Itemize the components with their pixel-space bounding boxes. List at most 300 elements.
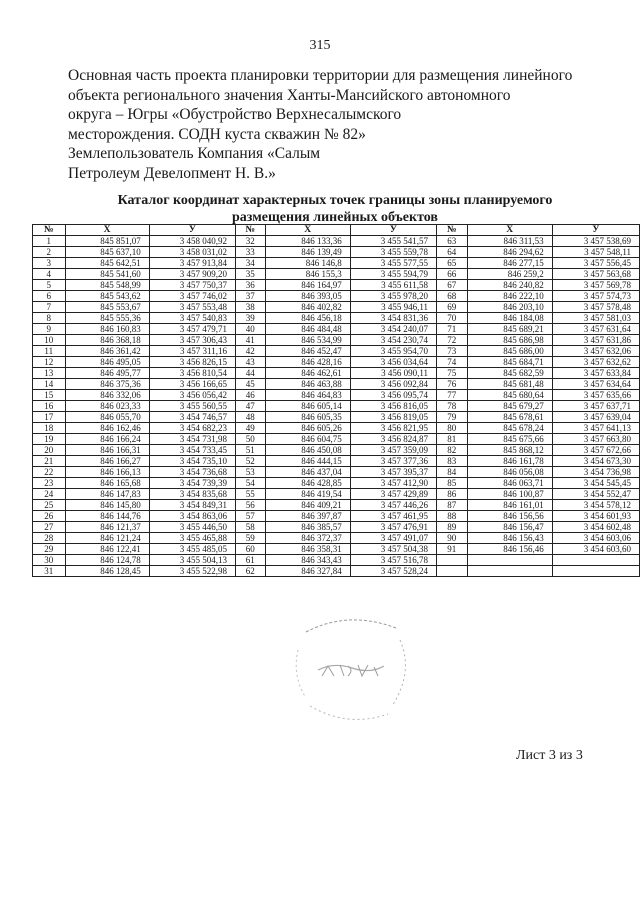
- y-coordinate-cell: 3 457 395,37: [350, 467, 436, 478]
- x-coordinate-cell: 845 868,12: [467, 445, 552, 456]
- point-number-cell: 56: [235, 500, 265, 511]
- point-number-cell: 19: [33, 434, 66, 445]
- y-coordinate-cell: 3 454 849,31: [149, 500, 235, 511]
- x-coordinate-cell: 846 161,01: [467, 500, 552, 511]
- x-coordinate-cell: 845 689,21: [467, 324, 552, 335]
- x-coordinate-cell: 846 147,83: [65, 489, 149, 500]
- point-number-cell: 13: [33, 368, 66, 379]
- point-number-cell: 28: [33, 533, 66, 544]
- x-coordinate-cell: 845 642,51: [65, 258, 149, 269]
- x-coordinate-cell: 846 464,83: [265, 390, 350, 401]
- seal-stamp: [288, 610, 418, 730]
- y-coordinate-cell: 3 457 377,36: [350, 456, 436, 467]
- point-number-cell: 55: [235, 489, 265, 500]
- point-number-cell: 2: [33, 247, 66, 258]
- x-coordinate-cell: 846 259,2: [467, 269, 552, 280]
- x-coordinate-cell: 846 393,05: [265, 291, 350, 302]
- x-coordinate-cell: 846 156,47: [467, 522, 552, 533]
- x-coordinate-cell: 846 156,56: [467, 511, 552, 522]
- point-number-cell: 10: [33, 335, 66, 346]
- table-row: [33, 313, 640, 324]
- x-coordinate-cell: 846 495,77: [65, 368, 149, 379]
- point-number-cell: 86: [436, 489, 467, 500]
- y-coordinate-cell: 3 454 603,06: [552, 533, 639, 544]
- x-coordinate-cell: 846 166,27: [65, 456, 149, 467]
- x-coordinate-cell: 846 361,42: [65, 346, 149, 357]
- table-row: [33, 269, 640, 280]
- x-coordinate-cell: 846 166,31: [65, 445, 149, 456]
- y-coordinate-cell: 3 454 240,07: [350, 324, 436, 335]
- column-header: X: [265, 225, 350, 236]
- column-header: №: [33, 225, 66, 236]
- table-row: [33, 434, 640, 445]
- x-coordinate-cell: 846 063,71: [467, 478, 552, 489]
- point-number-cell: 91: [436, 544, 467, 555]
- y-coordinate-cell: 3 457 311,16: [149, 346, 235, 357]
- y-coordinate-cell: [552, 555, 639, 566]
- point-number-cell: 16: [33, 401, 66, 412]
- y-coordinate-cell: 3 457 556,45: [552, 258, 639, 269]
- y-coordinate-cell: 3 454 602,48: [552, 522, 639, 533]
- point-number-cell: 57: [235, 511, 265, 522]
- y-coordinate-cell: 3 455 611,58: [350, 280, 436, 291]
- point-number-cell: 15: [33, 390, 66, 401]
- point-number-cell: 69: [436, 302, 467, 313]
- x-coordinate-cell: 846 450,08: [265, 445, 350, 456]
- x-coordinate-cell: 846 222,10: [467, 291, 552, 302]
- page-number: 315: [309, 38, 331, 53]
- column-header: №: [235, 225, 265, 236]
- y-coordinate-cell: 3 454 735,10: [149, 456, 235, 467]
- point-number-cell: 78: [436, 401, 467, 412]
- column-header: У: [552, 225, 639, 236]
- x-coordinate-cell: 845 678,24: [467, 423, 552, 434]
- table-row: [33, 489, 640, 500]
- table-row: [33, 511, 640, 522]
- x-coordinate-cell: 846 368,18: [65, 335, 149, 346]
- point-number-cell: 83: [436, 456, 467, 467]
- x-coordinate-cell: 845 851,07: [65, 236, 149, 247]
- table-row: [33, 544, 640, 555]
- y-coordinate-cell: 3 457 563,68: [552, 269, 639, 280]
- x-coordinate-cell: 845 541,60: [65, 269, 149, 280]
- point-number-cell: 72: [436, 335, 467, 346]
- y-coordinate-cell: 3 455 978,20: [350, 291, 436, 302]
- y-coordinate-cell: 3 457 553,48: [149, 302, 235, 313]
- y-coordinate-cell: 3 457 578,48: [552, 302, 639, 313]
- y-coordinate-cell: 3 457 909,20: [149, 269, 235, 280]
- x-coordinate-cell: 846 402,82: [265, 302, 350, 313]
- table-row: [33, 335, 640, 346]
- point-number-cell: 49: [235, 423, 265, 434]
- y-coordinate-cell: 3 454 736,98: [552, 467, 639, 478]
- y-coordinate-cell: 3 456 821,95: [350, 423, 436, 434]
- y-coordinate-cell: 3 455 577,55: [350, 258, 436, 269]
- x-coordinate-cell: 846 121,24: [65, 533, 149, 544]
- point-number-cell: 33: [235, 247, 265, 258]
- point-number-cell: 87: [436, 500, 467, 511]
- y-coordinate-cell: 3 455 946,11: [350, 302, 436, 313]
- y-coordinate-cell: 3 457 663,80: [552, 434, 639, 445]
- x-coordinate-cell: 846 184,08: [467, 313, 552, 324]
- x-coordinate-cell: 845 637,10: [65, 247, 149, 258]
- x-coordinate-cell: 845 680,64: [467, 390, 552, 401]
- x-coordinate-cell: 846 133,36: [265, 236, 350, 247]
- y-coordinate-cell: 3 454 603,60: [552, 544, 639, 555]
- point-number-cell: 54: [235, 478, 265, 489]
- header-line: объекта регионального значения Ханты-Мансийского автономного: [68, 86, 511, 104]
- point-number-cell: 44: [235, 368, 265, 379]
- y-coordinate-cell: 3 455 594,79: [350, 269, 436, 280]
- x-coordinate-cell: 846 419,54: [265, 489, 350, 500]
- point-number-cell: 3: [33, 258, 66, 269]
- y-coordinate-cell: 3 454 552,47: [552, 489, 639, 500]
- x-coordinate-cell: 846 343,43: [265, 555, 350, 566]
- point-number-cell: 46: [235, 390, 265, 401]
- point-number-cell: 7: [33, 302, 66, 313]
- point-number-cell: 90: [436, 533, 467, 544]
- x-coordinate-cell: 846 397,87: [265, 511, 350, 522]
- table-row: [33, 566, 640, 577]
- point-number-cell: 62: [235, 566, 265, 577]
- y-coordinate-cell: 3 455 504,13: [149, 555, 235, 566]
- point-number-cell: 60: [235, 544, 265, 555]
- point-number-cell: 25: [33, 500, 66, 511]
- point-number-cell: 79: [436, 412, 467, 423]
- y-coordinate-cell: 3 457 359,09: [350, 445, 436, 456]
- y-coordinate-cell: 3 456 056,42: [149, 390, 235, 401]
- point-number-cell: 88: [436, 511, 467, 522]
- point-number-cell: 6: [33, 291, 66, 302]
- point-number-cell: 5: [33, 280, 66, 291]
- point-number-cell: 50: [235, 434, 265, 445]
- point-number-cell: 51: [235, 445, 265, 456]
- y-coordinate-cell: 3 455 522,98: [149, 566, 235, 577]
- x-coordinate-cell: 846 605,14: [265, 401, 350, 412]
- x-coordinate-cell: [467, 566, 552, 577]
- y-coordinate-cell: 3 457 548,11: [552, 247, 639, 258]
- y-coordinate-cell: 3 454 682,23: [149, 423, 235, 434]
- catalog-title: [40, 192, 630, 226]
- x-coordinate-cell: 846 495,05: [65, 357, 149, 368]
- y-coordinate-cell: 3 454 831,36: [350, 313, 436, 324]
- x-coordinate-cell: 846 055,70: [65, 412, 149, 423]
- x-coordinate-cell: 846 056,08: [467, 467, 552, 478]
- x-coordinate-cell: 846 156,46: [467, 544, 552, 555]
- y-coordinate-cell: 3 457 632,06: [552, 346, 639, 357]
- point-number-cell: 45: [235, 379, 265, 390]
- point-number-cell: 26: [33, 511, 66, 522]
- table-row: [33, 379, 640, 390]
- sheet-label: Лист 3 из 3: [516, 748, 583, 763]
- y-coordinate-cell: 3 456 090,11: [350, 368, 436, 379]
- x-coordinate-cell: 846 277,15: [467, 258, 552, 269]
- point-number-cell: 41: [235, 335, 265, 346]
- x-coordinate-cell: 846 023,33: [65, 401, 149, 412]
- table-row: [33, 368, 640, 379]
- x-coordinate-cell: 845 555,36: [65, 313, 149, 324]
- point-number-cell: 29: [33, 544, 66, 555]
- y-coordinate-cell: 3 457 637,71: [552, 401, 639, 412]
- y-coordinate-cell: 3 454 578,12: [552, 500, 639, 511]
- x-coordinate-cell: 846 124,78: [65, 555, 149, 566]
- y-coordinate-cell: 3 457 429,89: [350, 489, 436, 500]
- y-coordinate-cell: 3 456 816,05: [350, 401, 436, 412]
- point-number-cell: 20: [33, 445, 66, 456]
- point-number-cell: 85: [436, 478, 467, 489]
- point-number-cell: 21: [33, 456, 66, 467]
- table-header-row: [33, 225, 640, 236]
- y-coordinate-cell: 3 457 632,62: [552, 357, 639, 368]
- y-coordinate-cell: 3 457 306,43: [149, 335, 235, 346]
- point-number-cell: 27: [33, 522, 66, 533]
- point-number-cell: [436, 566, 467, 577]
- column-header: №: [436, 225, 467, 236]
- y-coordinate-cell: 3 457 476,91: [350, 522, 436, 533]
- point-number-cell: 70: [436, 313, 467, 324]
- point-number-cell: 24: [33, 489, 66, 500]
- point-number-cell: 12: [33, 357, 66, 368]
- table-row: [33, 456, 640, 467]
- x-coordinate-cell: 845 675,66: [467, 434, 552, 445]
- y-coordinate-cell: 3 456 810,54: [149, 368, 235, 379]
- point-number-cell: 71: [436, 324, 467, 335]
- y-coordinate-cell: 3 457 634,64: [552, 379, 639, 390]
- point-number-cell: 68: [436, 291, 467, 302]
- y-coordinate-cell: 3 454 736,68: [149, 467, 235, 478]
- x-coordinate-cell: 846 146,8: [265, 258, 350, 269]
- point-number-cell: 22: [33, 467, 66, 478]
- catalog-title-line: Каталог координат характерных точек границы зоны планируемого: [117, 193, 553, 208]
- table-row: [33, 445, 640, 456]
- y-coordinate-cell: 3 457 538,69: [552, 236, 639, 247]
- x-coordinate-cell: 846 166,13: [65, 467, 149, 478]
- header-line: Петролеум Девелопмент Н. В.»: [68, 164, 276, 182]
- y-coordinate-cell: 3 454 230,74: [350, 335, 436, 346]
- x-coordinate-cell: [467, 555, 552, 566]
- y-coordinate-cell: 3 457 491,07: [350, 533, 436, 544]
- column-header: X: [467, 225, 552, 236]
- table-row: [33, 533, 640, 544]
- table-row: [33, 247, 640, 258]
- point-number-cell: 84: [436, 467, 467, 478]
- point-number-cell: 9: [33, 324, 66, 335]
- x-coordinate-cell: 846 145,80: [65, 500, 149, 511]
- y-coordinate-cell: 3 454 601,93: [552, 511, 639, 522]
- x-coordinate-cell: 846 160,83: [65, 324, 149, 335]
- point-number-cell: 38: [235, 302, 265, 313]
- y-coordinate-cell: 3 457 631,86: [552, 335, 639, 346]
- y-coordinate-cell: 3 456 166,65: [149, 379, 235, 390]
- point-number-cell: 39: [235, 313, 265, 324]
- x-coordinate-cell: 846 534,99: [265, 335, 350, 346]
- x-coordinate-cell: 846 375,36: [65, 379, 149, 390]
- x-coordinate-cell: 845 679,27: [467, 401, 552, 412]
- x-coordinate-cell: 846 604,75: [265, 434, 350, 445]
- header-line: округа – Югры «Обустройство Верхнесалымского: [68, 106, 402, 123]
- y-coordinate-cell: 3 457 633,84: [552, 368, 639, 379]
- point-number-cell: 74: [436, 357, 467, 368]
- y-coordinate-cell: 3 455 485,05: [149, 544, 235, 555]
- table-row: [33, 467, 640, 478]
- x-coordinate-cell: 846 332,06: [65, 390, 149, 401]
- point-number-cell: 18: [33, 423, 66, 434]
- header-line: Землепользователь Компания «Салым: [68, 145, 321, 162]
- x-coordinate-cell: 846 463,88: [265, 379, 350, 390]
- x-coordinate-cell: 846 128,45: [65, 566, 149, 577]
- column-header: У: [149, 225, 235, 236]
- point-number-cell: 63: [436, 236, 467, 247]
- point-number-cell: 59: [235, 533, 265, 544]
- point-number-cell: 73: [436, 346, 467, 357]
- x-coordinate-cell: 846 372,37: [265, 533, 350, 544]
- y-coordinate-cell: 3 456 034,64: [350, 357, 436, 368]
- table-row: [33, 357, 640, 368]
- point-number-cell: 76: [436, 379, 467, 390]
- y-coordinate-cell: 3 457 672,66: [552, 445, 639, 456]
- x-coordinate-cell: 846 164,97: [265, 280, 350, 291]
- header-line: Основная часть проекта планировки территории для размещения линейного: [68, 67, 573, 84]
- table-row: [33, 291, 640, 302]
- x-coordinate-cell: 846 240,82: [467, 280, 552, 291]
- x-coordinate-cell: 846 162,46: [65, 423, 149, 434]
- y-coordinate-cell: 3 456 826,15: [149, 357, 235, 368]
- header-line: месторождения. СОДН куста скважин № 82»: [68, 125, 366, 143]
- point-number-cell: 66: [436, 269, 467, 280]
- x-coordinate-cell: 845 543,62: [65, 291, 149, 302]
- y-coordinate-cell: 3 455 465,88: [149, 533, 235, 544]
- x-coordinate-cell: 845 686,00: [467, 346, 552, 357]
- x-coordinate-cell: 845 684,71: [467, 357, 552, 368]
- y-coordinate-cell: 3 454 733,45: [149, 445, 235, 456]
- x-coordinate-cell: 846 452,47: [265, 346, 350, 357]
- y-coordinate-cell: 3 457 479,71: [149, 324, 235, 335]
- point-number-cell: 23: [33, 478, 66, 489]
- table-row: [33, 280, 640, 291]
- table-row: [33, 346, 640, 357]
- x-coordinate-cell: 845 553,67: [65, 302, 149, 313]
- point-number-cell: 42: [235, 346, 265, 357]
- table-row: [33, 522, 640, 533]
- point-number-cell: 48: [235, 412, 265, 423]
- table-row: [33, 236, 640, 247]
- y-coordinate-cell: [552, 566, 639, 577]
- table-row: [33, 412, 640, 423]
- point-number-cell: 36: [235, 280, 265, 291]
- point-number-cell: 47: [235, 401, 265, 412]
- x-coordinate-cell: 846 144,76: [65, 511, 149, 522]
- point-number-cell: 8: [33, 313, 66, 324]
- y-coordinate-cell: 3 457 574,73: [552, 291, 639, 302]
- point-number-cell: 64: [436, 247, 467, 258]
- y-coordinate-cell: 3 455 954,70: [350, 346, 436, 357]
- y-coordinate-cell: 3 457 639,04: [552, 412, 639, 423]
- table-row: [33, 478, 640, 489]
- point-number-cell: 75: [436, 368, 467, 379]
- point-number-cell: 32: [235, 236, 265, 247]
- y-coordinate-cell: 3 457 581,03: [552, 313, 639, 324]
- y-coordinate-cell: 3 455 559,78: [350, 247, 436, 258]
- point-number-cell: 35: [235, 269, 265, 280]
- point-number-cell: 52: [235, 456, 265, 467]
- point-number-cell: 77: [436, 390, 467, 401]
- y-coordinate-cell: 3 456 095,74: [350, 390, 436, 401]
- y-coordinate-cell: 3 457 461,95: [350, 511, 436, 522]
- y-coordinate-cell: 3 454 746,57: [149, 412, 235, 423]
- point-number-cell: 53: [235, 467, 265, 478]
- catalog-title-line: размещения линейных объектов: [232, 210, 438, 225]
- y-coordinate-cell: 3 457 631,64: [552, 324, 639, 335]
- point-number-cell: 30: [33, 555, 66, 566]
- y-coordinate-cell: 3 457 446,26: [350, 500, 436, 511]
- y-coordinate-cell: 3 457 750,37: [149, 280, 235, 291]
- y-coordinate-cell: 3 457 412,90: [350, 478, 436, 489]
- y-coordinate-cell: 3 458 031,02: [149, 247, 235, 258]
- x-coordinate-cell: 846 428,85: [265, 478, 350, 489]
- y-coordinate-cell: 3 457 746,02: [149, 291, 235, 302]
- y-coordinate-cell: 3 457 913,84: [149, 258, 235, 269]
- x-coordinate-cell: 845 548,99: [65, 280, 149, 291]
- y-coordinate-cell: 3 454 545,45: [552, 478, 639, 489]
- table-row: [33, 555, 640, 566]
- point-number-cell: 1: [33, 236, 66, 247]
- point-number-cell: [436, 555, 467, 566]
- x-coordinate-cell: 846 203,10: [467, 302, 552, 313]
- coordinates-table: [32, 224, 640, 577]
- x-coordinate-cell: 846 165,68: [65, 478, 149, 489]
- point-number-cell: 17: [33, 412, 66, 423]
- table-row: [33, 500, 640, 511]
- y-coordinate-cell: 3 457 569,78: [552, 280, 639, 291]
- table-row: [33, 390, 640, 401]
- x-coordinate-cell: 846 385,57: [265, 522, 350, 533]
- y-coordinate-cell: 3 457 504,38: [350, 544, 436, 555]
- x-coordinate-cell: 846 121,37: [65, 522, 149, 533]
- x-coordinate-cell: 846 294,62: [467, 247, 552, 258]
- x-coordinate-cell: 846 428,16: [265, 357, 350, 368]
- y-coordinate-cell: 3 455 560,55: [149, 401, 235, 412]
- x-coordinate-cell: 846 437,04: [265, 467, 350, 478]
- y-coordinate-cell: 3 457 641,13: [552, 423, 639, 434]
- y-coordinate-cell: 3 457 528,24: [350, 566, 436, 577]
- point-number-cell: 89: [436, 522, 467, 533]
- y-coordinate-cell: 3 455 541,57: [350, 236, 436, 247]
- x-coordinate-cell: 846 409,21: [265, 500, 350, 511]
- y-coordinate-cell: 3 457 635,66: [552, 390, 639, 401]
- point-number-cell: 67: [436, 280, 467, 291]
- x-coordinate-cell: 846 122,41: [65, 544, 149, 555]
- table-row: [33, 302, 640, 313]
- x-coordinate-cell: 846 155,3: [265, 269, 350, 280]
- point-number-cell: 61: [235, 555, 265, 566]
- x-coordinate-cell: 845 686,98: [467, 335, 552, 346]
- point-number-cell: 65: [436, 258, 467, 269]
- point-number-cell: 58: [235, 522, 265, 533]
- y-coordinate-cell: 3 454 863,06: [149, 511, 235, 522]
- y-coordinate-cell: 3 456 824,87: [350, 434, 436, 445]
- point-number-cell: 31: [33, 566, 66, 577]
- x-coordinate-cell: 846 462,61: [265, 368, 350, 379]
- table-row: [33, 423, 640, 434]
- point-number-cell: 81: [436, 434, 467, 445]
- point-number-cell: 11: [33, 346, 66, 357]
- point-number-cell: 80: [436, 423, 467, 434]
- x-coordinate-cell: 846 139,49: [265, 247, 350, 258]
- x-coordinate-cell: 846 456,18: [265, 313, 350, 324]
- x-coordinate-cell: 846 605,26: [265, 423, 350, 434]
- point-number-cell: 34: [235, 258, 265, 269]
- y-coordinate-cell: 3 456 092,84: [350, 379, 436, 390]
